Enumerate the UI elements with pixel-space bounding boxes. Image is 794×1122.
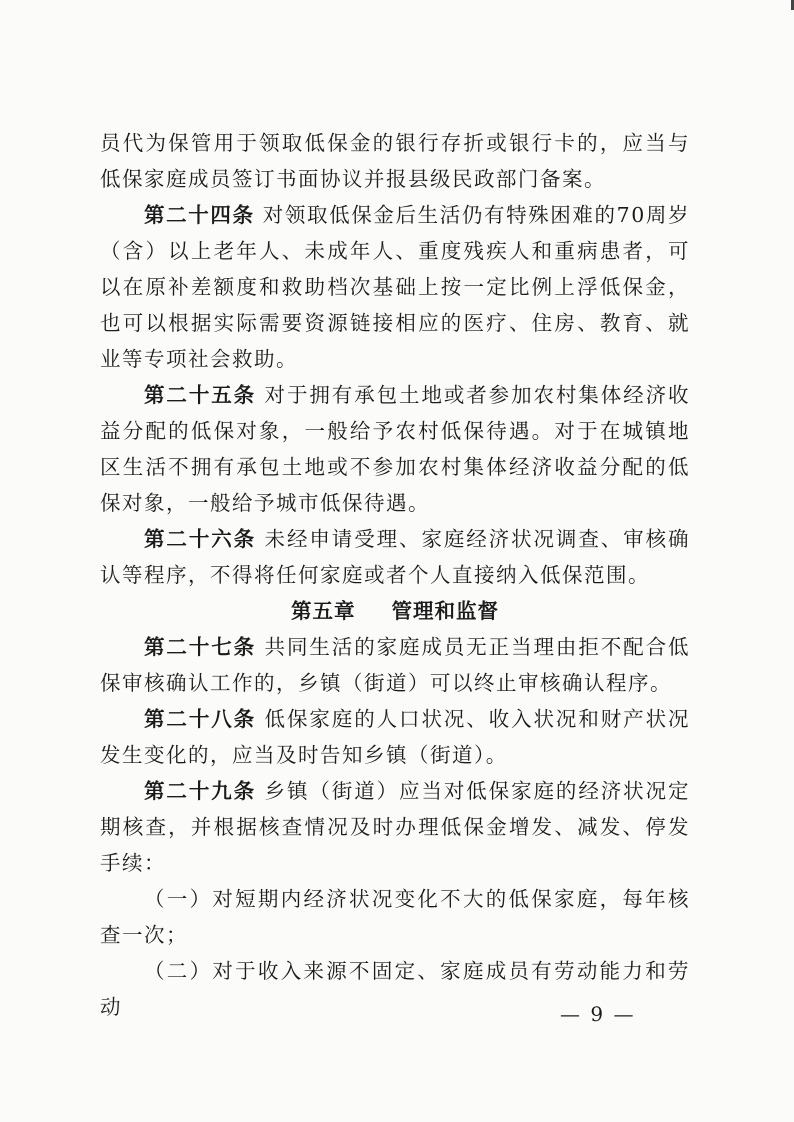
list-item-text: （二）对于收入来源不固定、家庭成员有劳动能力和劳动 <box>100 959 690 1019</box>
article-28 <box>100 701 690 773</box>
list-item-text: （一）对短期内经济状况变化不大的低保家庭，每年核查一次； <box>100 887 690 947</box>
list-item-1 <box>100 881 690 953</box>
article-text: 对领取低保金后生活仍有特殊困难的70周岁（含）以上老年人、未成年人、重度残疾人和重病患者，可以在原补差额度和救助档次基础上按一定比例上浮低保金，也可以根据实际需要资源链接相应的医疗、住房、教育、就业等专项社会救助。 <box>100 203 690 371</box>
article-number: 第二十七条 <box>144 635 257 659</box>
article-number: 第二十四条 <box>144 203 255 227</box>
article-number: 第二十五条 <box>144 383 257 407</box>
article-number: 第二十八条 <box>144 707 257 731</box>
page-number: — 9 — <box>560 1002 636 1026</box>
chapter-heading <box>100 593 690 629</box>
article-26 <box>100 521 690 593</box>
document-page <box>100 125 690 1025</box>
article-text: 共同生活的家庭成员无正当理由拒不配合低保审核确认工作的，乡镇（街道）可以终止审核确认程序。 <box>100 635 691 695</box>
article-24 <box>100 197 690 377</box>
article-29 <box>100 773 690 881</box>
paragraph-text: 员代为保管用于领取低保金的银行存折或银行卡的，应当与低保家庭成员签订书面协议并报县级民政部门备案。 <box>100 131 690 191</box>
article-text: 未经申请受理、家庭经济状况调查、审核确认等程序，不得将任何家庭或者个人直接纳入低保范围。 <box>100 527 691 587</box>
article-text: 低保家庭的人口状况、收入状况和财产状况发生变化的，应当及时告知乡镇（街道）。 <box>100 707 691 767</box>
paragraph-continuation <box>100 125 690 197</box>
chapter-number: 第五章 <box>291 599 356 623</box>
chapter-title: 管理和监督 <box>391 599 499 623</box>
article-27 <box>100 629 690 701</box>
article-text: 对于拥有承包土地或者参加农村集体经济收益分配的低保对象，一般给予农村低保待遇。对于在城镇地区生活不拥有承包土地或不参加农村集体经济收益分配的低保对象，一般给予城市低保待遇。 <box>100 383 691 515</box>
article-25 <box>100 377 690 521</box>
article-number: 第二十九条 <box>144 779 257 803</box>
article-text: 乡镇（街道）应当对低保家庭的经济状况定期核查，并根据核查情况及时办理低保金增发、减发、停发手续： <box>100 779 691 875</box>
article-number: 第二十六条 <box>144 527 257 551</box>
